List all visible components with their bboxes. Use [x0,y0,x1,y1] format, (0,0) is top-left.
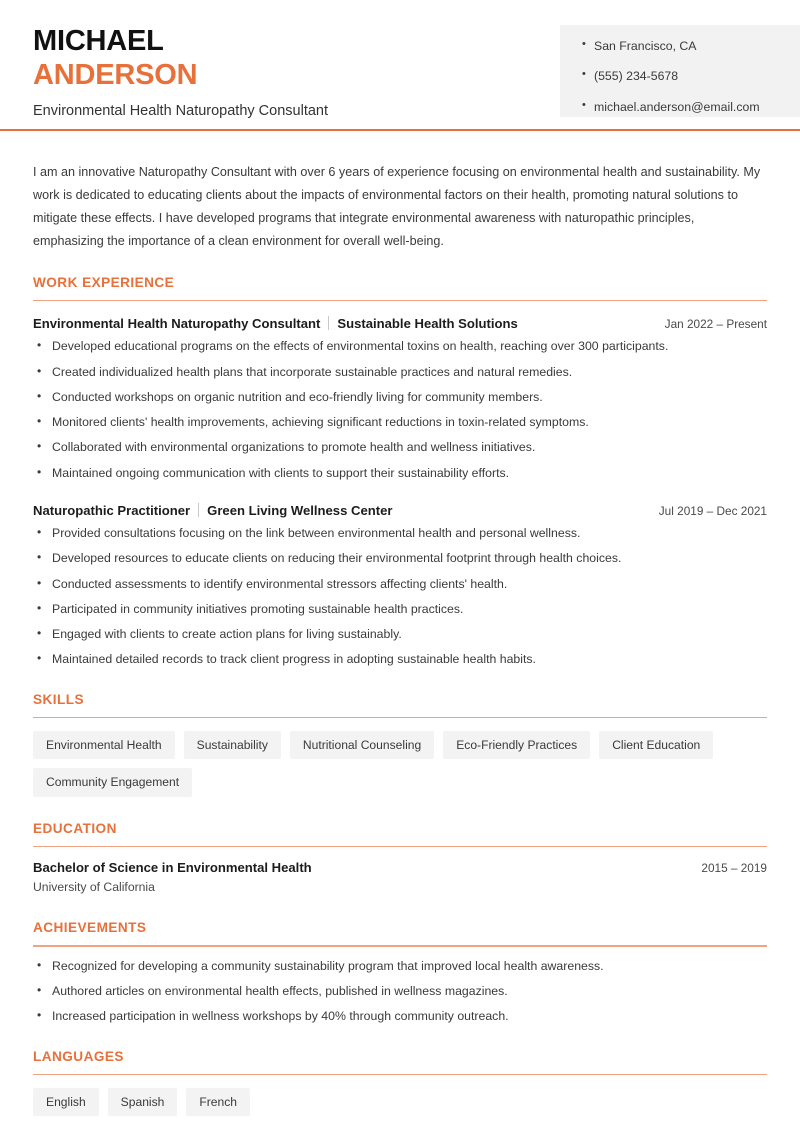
experience-entry [33,501,767,666]
list-item: • Increased participation in wellness workshops by 40% through community outreach. [33,1010,767,1022]
list-item: • Created individualized health plans that incorporate sustainable practices and natural remedies. [33,366,767,378]
section-work-experience [33,275,767,666]
experience-entry-header [33,501,767,518]
section-title-skills: SKILLS [33,691,85,707]
separator-icon [198,503,199,517]
section-divider [33,1074,767,1076]
skills-chip-list [33,731,767,796]
first-name: MICHAEL [33,25,164,57]
experience-company: Green Living Wellness Center [207,503,393,518]
section-skills [33,692,767,797]
education-entry-header [33,860,767,875]
list-item: • Participated in community initiatives promoting sustainable health practices. [33,603,767,615]
experience-date: Jul 2019 – Dec 2021 [658,504,767,518]
section-title-achievements: ACHIEVEMENTS [33,920,147,936]
languages-chip-list [33,1088,767,1116]
list-item: • Engaged with clients to create action plans for living sustainably. [33,628,767,640]
skill-chip: Client Education [599,731,713,759]
list-item: • Maintained detailed records to track client progress in adopting sustainable health habits. [33,653,767,665]
professional-summary: I am an innovative Naturopathy Consultant with over 6 years of experience focusing on environmental health and sustainability. My work is dedicated to educating clients about the impacts of environmental factors on their health, promoting natural solutions to mitigate these effects. I have developed programs that integrate environmental awareness with naturopathic principles, emphasizing the importance of a clean environment for overall well-being. [33,165,761,248]
section-languages [33,1049,767,1117]
education-degree: Bachelor of Science in Environmental Health [33,860,312,876]
header-identity [33,24,328,119]
list-item: • Maintained ongoing communication with clients to support their sustainability efforts. [33,467,767,479]
education-entry [33,860,767,894]
section-divider [33,945,767,947]
section-title-education: EDUCATION [33,820,117,836]
experience-title-group [33,314,518,331]
experience-entry [33,314,767,479]
section-education [33,821,767,895]
contact-item-location: • San Francisco, CA [582,40,800,52]
list-item: • Conducted assessments to identify environmental stressors affecting clients' health. [33,578,767,590]
list-item: • Monitored clients' health improvements, achieving significant reductions in toxin-related symptoms. [33,416,767,428]
last-name: ANDERSON [33,59,198,92]
skill-chip: Community Engagement [33,768,192,796]
achievements-list [33,960,767,1023]
list-item: • Collaborated with environmental organizations to promote health and wellness initiatives. [33,441,767,453]
section-divider [33,300,767,302]
experience-role: Naturopathic Practitioner [33,503,191,518]
education-institution: University of California [33,880,155,895]
experience-date: Jan 2022 – Present [664,317,767,332]
experience-bullets [33,340,767,479]
skill-chip: Nutritional Counseling [290,731,434,759]
list-item: • Authored articles on environmental health effects, published in wellness magazines. [33,985,767,997]
contact-item-phone[interactable]: • (555) 234-5678 [582,70,800,82]
contact-info-box [560,25,800,117]
list-item: • Developed educational programs on the effects of environmental toxins on health, reaching over 300 participants. [33,340,767,352]
experience-role: Environmental Health Naturopathy Consultant [33,316,321,332]
professional-title: Environmental Health Naturopathy Consultant [33,103,328,120]
skill-chip: Eco-Friendly Practices [443,731,590,759]
separator-icon [328,316,329,330]
experience-company: Sustainable Health Solutions [337,316,518,332]
skill-chip: Sustainability [184,731,281,759]
list-item: • Conducted workshops on organic nutrition and eco-friendly living for community members. [33,391,767,403]
resume-header [0,0,800,131]
section-achievements [33,920,767,1022]
resume-content [0,131,800,1116]
experience-title-group [33,501,392,518]
experience-bullets [33,527,767,666]
contact-list [582,40,800,113]
experience-entry-header [33,314,767,331]
language-chip: English [33,1088,99,1116]
list-item: • Developed resources to educate clients on reducing their environmental footprint through health choices. [33,552,767,564]
language-chip: French [186,1088,250,1116]
section-title-languages: LANGUAGES [33,1048,124,1064]
list-item: • Recognized for developing a community sustainability program that improved local health awareness. [33,960,767,972]
education-date: 2015 – 2019 [701,861,767,876]
contact-item-email[interactable]: • michael.anderson@email.com [582,101,800,113]
list-item: • Provided consultations focusing on the link between environmental health and personal wellness. [33,527,767,539]
language-chip: Spanish [108,1088,178,1116]
section-divider [33,717,767,719]
skill-chip: Environmental Health [33,731,175,759]
section-title-work-experience: WORK EXPERIENCE [33,274,175,290]
section-divider [33,846,767,848]
